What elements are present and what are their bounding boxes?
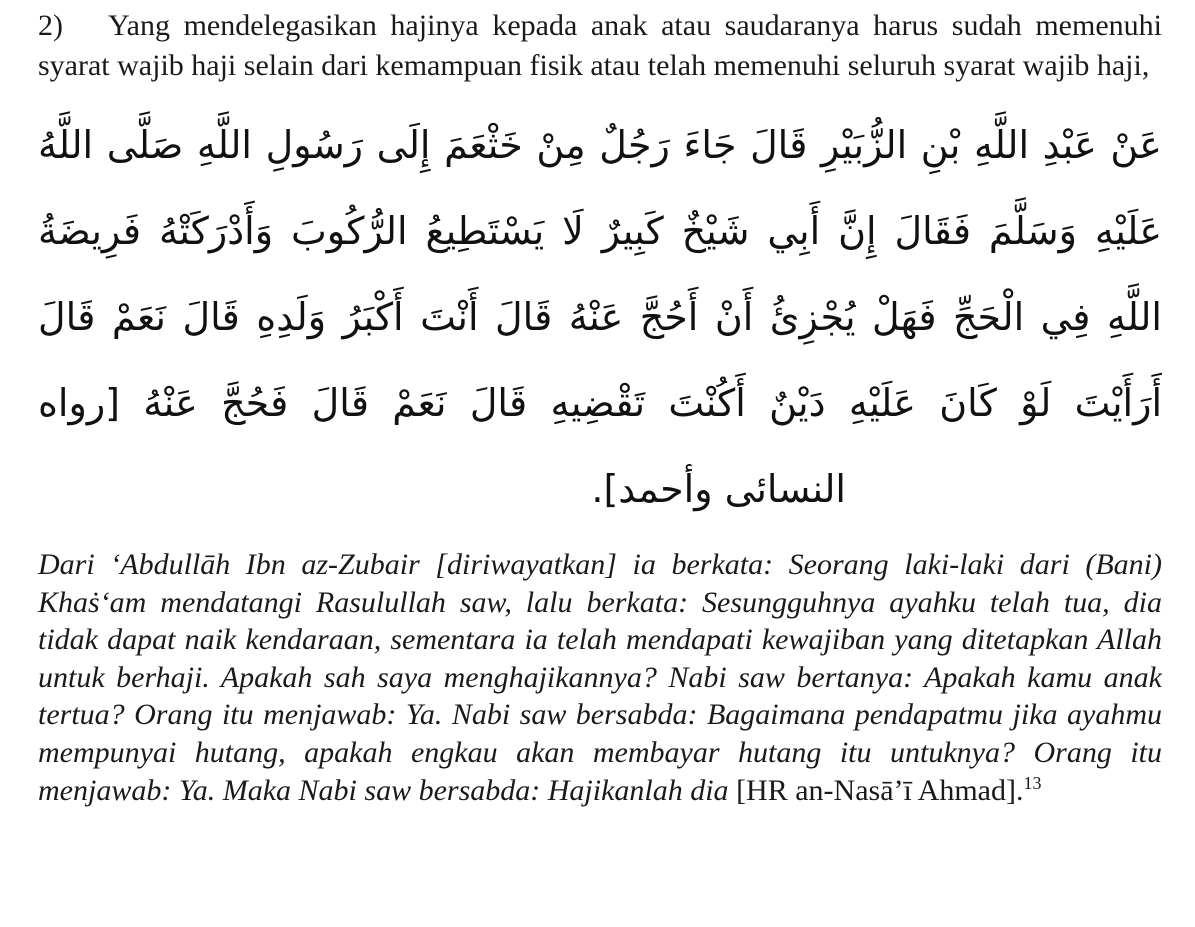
- hadith-line: النسائى وأحمد].: [591, 467, 846, 511]
- point-number: 2): [38, 9, 63, 42]
- hadith-arabic: [38, 102, 1162, 532]
- hadith-line: عَنْ عَبْدِ اللَّهِ بْنِ الزُّبَيْرِ قَالَ جَاءَ رَجُلٌ مِنْ خَثْعَمَ إِلَى رَسُولِ اللَّهِ صَلَّى اللَّهُ: [38, 123, 1162, 167]
- point-text: Yang mendelegasikan hajinya kepada anak atau saudaranya harus sudah memenuhi syarat wajib haji selain dari kemampuan fisik atau telah memenuhi seluruh syarat wajib haji,: [38, 9, 1162, 82]
- hadith-line: أَرَأَيْتَ لَوْ كَانَ عَلَيْهِ دَيْنٌ أَكُنْتَ تَقْضِيهِ قَالَ نَعَمْ قَالَ فَحُجَّ عَنْهُ [رواه: [38, 381, 1162, 425]
- hadith-line: اللَّهِ فِي الْحَجِّ فَهَلْ يُجْزِئُ أَنْ أَحُجَّ عَنْهُ قَالَ أَنْتَ أَكْبَرُ وَلَدِهِ قَالَ نَعَمْ قَالَ: [38, 295, 1162, 339]
- footnote-marker: 13: [1023, 772, 1042, 793]
- translation-text: Dari ‘Abdullāh Ibn az-Zubair [diriwayatkan] ia berkata: Seorang laki-laki dari (Bani) Khaṡ‘am mendatangi Rasulullah saw, lalu berkata: Sesungguhnya ayahku telah tua, dia tidak dapat naik kendaraan, sementara ia telah mendapati kewajiban yang ditetapkan Allah untuk berhaji. Apakah sah saya menghajikannya? Nabi saw bertanya: Apakah kamu anak tertua? Orang itu menjawab: Ya. Nabi saw bersabda: Bagaimana pendapatmu jika ayahmu mempunyai hutang, apakah engkau akan membayar hutang itu untuknya? Orang itu menjawab: Ya. Maka Nabi saw bersabda: Hajikanlah dia: [38, 548, 1162, 807]
- document-page: [38, 6, 1162, 839]
- hadith-translation: [38, 546, 1162, 809]
- hadith-source: [HR an-Nasā’ī Ahmad].: [728, 773, 1024, 807]
- list-point: [38, 6, 1162, 86]
- hadith-line: عَلَيْهِ وَسَلَّمَ فَقَالَ إِنَّ أَبِي شَيْخٌ كَبِيرٌ لَا يَسْتَطِيعُ الرُّكُوبَ وَأَدْرَكَتْهُ فَرِيضَةُ: [38, 209, 1162, 253]
